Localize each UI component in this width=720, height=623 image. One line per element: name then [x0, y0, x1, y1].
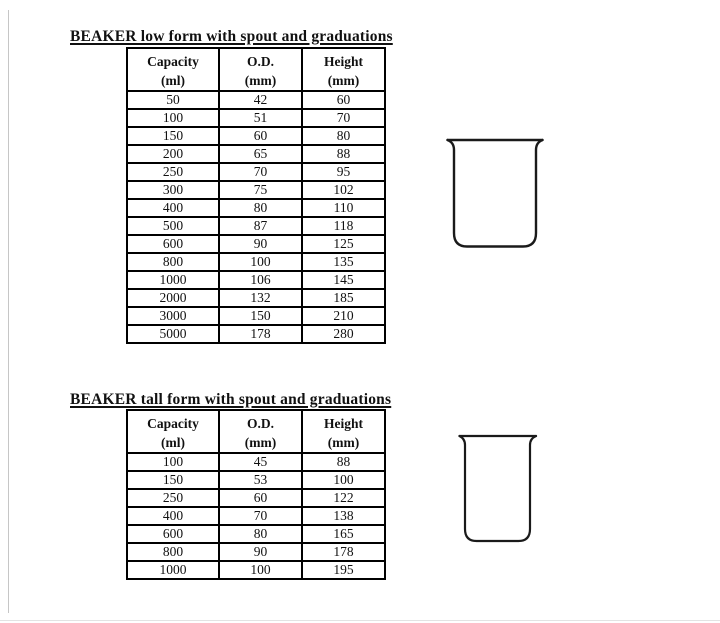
table-cell: 1000 — [127, 561, 219, 579]
section-title-tall-form: BEAKER tall form with spout and graduations — [70, 391, 392, 408]
table-cell: 60 — [219, 489, 302, 507]
table-cell: 280 — [302, 325, 385, 343]
table-cell: 2000 — [127, 289, 219, 307]
table-cell: 125 — [302, 235, 385, 253]
table-cell: 87 — [219, 217, 302, 235]
table-cell: 100 — [302, 471, 385, 489]
table-cell: 150 — [127, 127, 219, 145]
table-row — [127, 217, 385, 235]
table-row — [127, 181, 385, 199]
table-cell: 42 — [219, 91, 302, 109]
table-cell: 45 — [219, 453, 302, 471]
table-cell: 400 — [127, 199, 219, 217]
column-unit: (mm) — [327, 435, 360, 450]
table-row — [127, 199, 385, 217]
section-title-low-form: BEAKER low form with spout and graduations — [70, 28, 393, 45]
table-cell: 178 — [219, 325, 302, 343]
column-unit: (mm) — [244, 435, 277, 450]
table-cell: 51 — [219, 109, 302, 127]
table-cell: 80 — [219, 525, 302, 543]
table-row — [127, 289, 385, 307]
table-cell: 165 — [302, 525, 385, 543]
table-cell: 210 — [302, 307, 385, 325]
table-row — [127, 471, 385, 489]
column-header — [302, 410, 385, 453]
table-cell: 118 — [302, 217, 385, 235]
table-cell: 300 — [127, 181, 219, 199]
table-cell: 800 — [127, 543, 219, 561]
column-header — [219, 410, 302, 453]
table-row — [127, 127, 385, 145]
spec-table-low-form — [126, 47, 386, 344]
column-label: O.D. — [247, 54, 274, 69]
column-unit: (mm) — [244, 73, 277, 88]
table-cell: 70 — [219, 163, 302, 181]
table-row — [127, 253, 385, 271]
table-cell: 90 — [219, 543, 302, 561]
table-cell: 53 — [219, 471, 302, 489]
table-cell: 135 — [302, 253, 385, 271]
table-row — [127, 561, 385, 579]
table-cell: 100 — [219, 561, 302, 579]
table-cell: 100 — [219, 253, 302, 271]
table-row — [127, 91, 385, 109]
column-label: O.D. — [247, 416, 274, 431]
table-cell: 102 — [302, 181, 385, 199]
table-cell: 178 — [302, 543, 385, 561]
table-cell: 95 — [302, 163, 385, 181]
table-cell: 800 — [127, 253, 219, 271]
table-cell: 600 — [127, 525, 219, 543]
table-cell: 110 — [302, 199, 385, 217]
column-header — [127, 410, 219, 453]
table-cell: 400 — [127, 507, 219, 525]
table-row — [127, 271, 385, 289]
column-label: Capacity — [147, 54, 199, 69]
spec-table-tall-form — [126, 409, 386, 580]
table-row — [127, 453, 385, 471]
column-label: Height — [324, 416, 363, 431]
table-row — [127, 507, 385, 525]
table-cell: 88 — [302, 453, 385, 471]
column-header — [302, 48, 385, 91]
table-cell: 132 — [219, 289, 302, 307]
table-cell: 106 — [219, 271, 302, 289]
column-label: Height — [324, 54, 363, 69]
table-cell: 145 — [302, 271, 385, 289]
column-unit: (ml) — [161, 435, 185, 450]
table-cell: 250 — [127, 489, 219, 507]
column-header — [219, 48, 302, 91]
table-cell: 3000 — [127, 307, 219, 325]
table-row — [127, 307, 385, 325]
table-cell: 5000 — [127, 325, 219, 343]
table-row — [127, 543, 385, 561]
beaker-outline — [448, 140, 543, 247]
page-left-edge-line — [8, 10, 9, 613]
beaker-outline — [460, 436, 537, 541]
table-row — [127, 235, 385, 253]
beaker-tall-form-icon — [457, 433, 539, 545]
beaker-low-form-icon — [445, 137, 545, 251]
header-row — [127, 410, 385, 453]
table-cell: 138 — [302, 507, 385, 525]
table-cell: 50 — [127, 91, 219, 109]
column-label: Capacity — [147, 416, 199, 431]
header-row — [127, 48, 385, 91]
table-cell: 75 — [219, 181, 302, 199]
table-row — [127, 325, 385, 343]
table-cell: 1000 — [127, 271, 219, 289]
table-cell: 65 — [219, 145, 302, 163]
table-cell: 185 — [302, 289, 385, 307]
table-row — [127, 145, 385, 163]
table-cell: 90 — [219, 235, 302, 253]
table-cell: 150 — [219, 307, 302, 325]
column-unit: (ml) — [161, 73, 185, 88]
table-cell: 80 — [302, 127, 385, 145]
table-cell: 122 — [302, 489, 385, 507]
table-cell: 150 — [127, 471, 219, 489]
table-cell: 600 — [127, 235, 219, 253]
table-row — [127, 163, 385, 181]
table-row — [127, 109, 385, 127]
table-cell: 250 — [127, 163, 219, 181]
table-row — [127, 525, 385, 543]
table-cell: 100 — [127, 453, 219, 471]
column-unit: (mm) — [327, 73, 360, 88]
table-cell: 88 — [302, 145, 385, 163]
table-cell: 60 — [302, 91, 385, 109]
table-cell: 70 — [302, 109, 385, 127]
table-cell: 100 — [127, 109, 219, 127]
table-cell: 80 — [219, 199, 302, 217]
column-header — [127, 48, 219, 91]
table-cell: 500 — [127, 217, 219, 235]
page-bottom-edge-line — [0, 620, 720, 621]
table-cell: 200 — [127, 145, 219, 163]
table-cell: 60 — [219, 127, 302, 145]
table-row — [127, 489, 385, 507]
table-cell: 195 — [302, 561, 385, 579]
table-cell: 70 — [219, 507, 302, 525]
